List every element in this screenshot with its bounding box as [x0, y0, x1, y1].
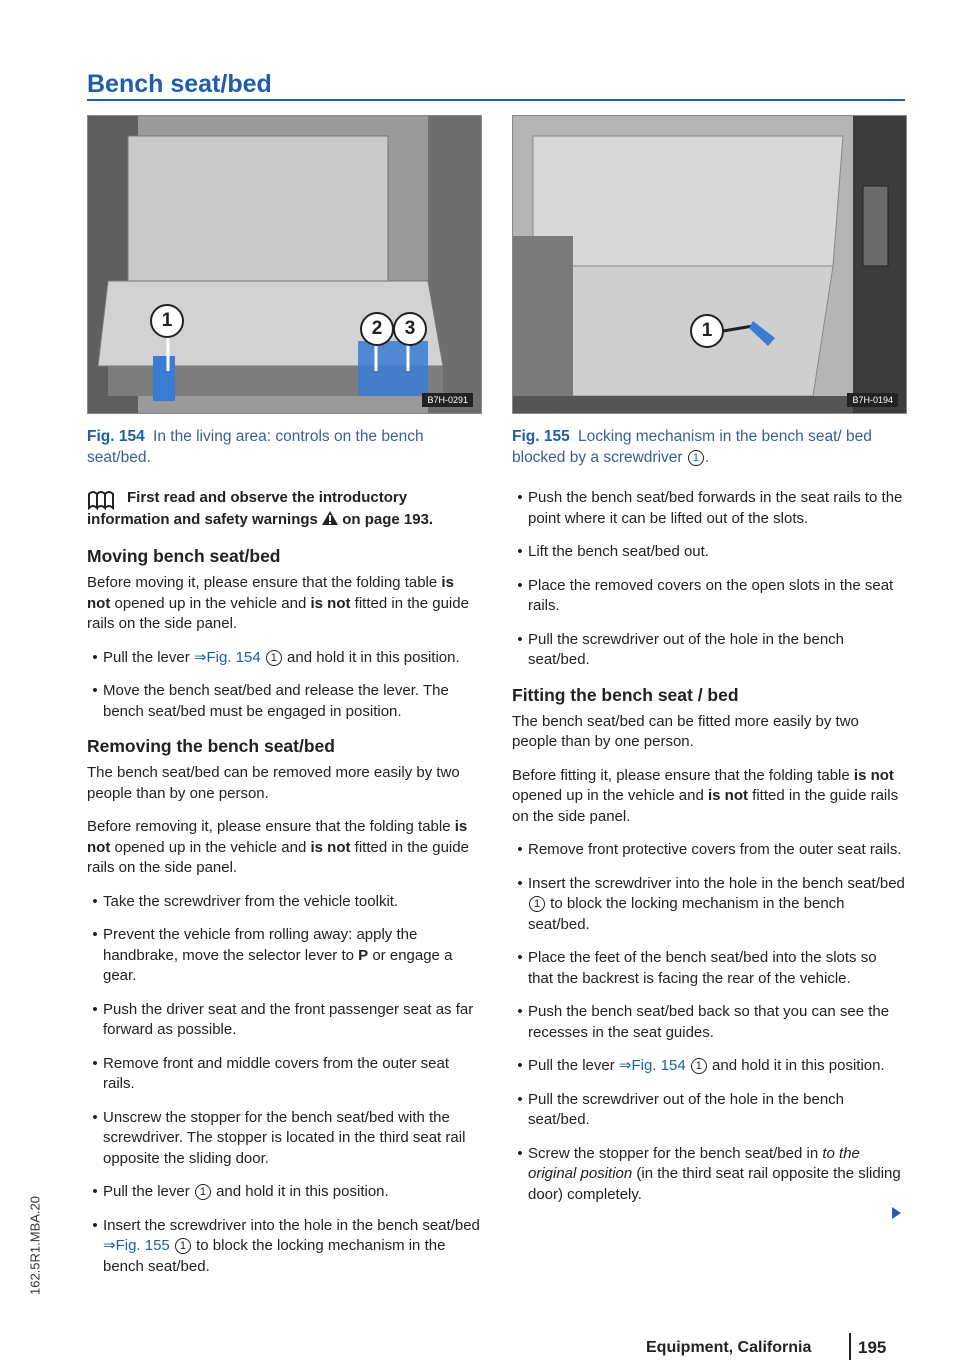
list-item: • Pull the screwdriver out of the hole in the bench seat/bed. [517, 630, 845, 668]
page-number: 195 [858, 1338, 887, 1357]
callout-2: 2 [360, 312, 394, 346]
fig-155-link[interactable]: ⇒Fig. 155 [103, 1237, 170, 1254]
list-item: • Take the screwdriver from the vehicle toolkit. [92, 892, 399, 910]
callout-1: 1 [690, 314, 724, 348]
callout-1: 1 [150, 304, 184, 338]
list-item: • Remove front and middle covers from the outer seat rails. [92, 1054, 449, 1092]
callout-ref: 1 [691, 1058, 707, 1074]
footer-section: Equipment, California [646, 1339, 812, 1356]
callout-ref: 1 [688, 450, 704, 466]
list-item: • Insert the screwdriver into the hole in the bench seat/bed 1 to block the locking mechanism in the bench seat/bed. [517, 874, 905, 933]
book-icon [87, 488, 121, 510]
figure-155-caption: Fig. 155 Locking mechanism in the bench seat/ bed blocked by a screwdriver 1 . [512, 428, 872, 466]
continue-arrow-icon [892, 1207, 901, 1219]
removing-p1: The bench seat/bed can be removed more easily by two people than by one person. [87, 764, 460, 802]
fitting-p2: Before fitting it, please ensure that the folding table is not opened up in the vehicle and is not fitted in the guide rails on the side panel. [512, 766, 899, 825]
left-column [87, 115, 480, 1290]
list-item: • Pull the screwdriver out of the hole in the bench seat/bed. [517, 1090, 845, 1128]
fig-154-link[interactable]: ⇒Fig. 154 [193, 648, 261, 666]
locking-mechanism-illustration [513, 116, 906, 413]
list-item: • Pull the lever 1 and hold it in this position. [92, 1183, 389, 1200]
list-item: • Insert the screwdriver into the hole in the bench seat/bed ⇒Fig. 155 1 to block the locking mechanism in the bench seat/bed. [92, 1216, 480, 1275]
list-item: • Push the bench seat/bed back so that you can see the recesses in the seat guides. [517, 1003, 890, 1041]
removing-p2: Before removing it, please ensure that the folding table is not opened up in the vehicle and is not fitted in the guide rails on the side panel. [87, 818, 469, 876]
removing-heading: Removing the bench seat/bed [87, 736, 335, 756]
figure-code: B7H-0291 [422, 393, 473, 407]
list-item: • Pull the lever ⇒Fig. 154 1 and hold it in this position. [517, 1057, 885, 1074]
right-column [512, 115, 905, 1218]
document-code: 162.5R1.MBA.20 [27, 1196, 43, 1296]
callout-ref: 1 [195, 1184, 211, 1200]
list-item: • Screw the stopper for the bench seat/bed in to the original position (in the third seat rail opposite the sliding door) completely. [517, 1144, 901, 1203]
list-item: • Remove front protective covers from the outer seat rails. [517, 841, 902, 858]
figure-155-image [512, 115, 907, 414]
figure-code: B7H-0194 [847, 393, 898, 407]
fitting-heading: Fitting the bench seat / bed [512, 684, 739, 705]
list-item: • Place the feet of the bench seat/bed into the slots so that the backrest is facing the rear of the vehicle. [517, 949, 877, 987]
warning-triangle-icon [322, 511, 338, 525]
list-item: • Push the driver seat and the front passenger seat as far forward as possible. [92, 1000, 474, 1038]
title-rule [87, 99, 905, 101]
list-item: • Unscrew the stopper for the bench seat/bed with the screwdriver. The stopper is located in the third seat rail opposite the sliding door. [92, 1108, 466, 1167]
footer-divider [849, 1333, 851, 1360]
moving-heading: Moving bench seat/bed [87, 546, 281, 566]
list-item: • Place the removed covers on the open slots in the seat rails. [517, 576, 894, 614]
safety-notice: First read and observe the introductory information and safety warnings on page 193. [87, 489, 434, 528]
moving-intro: Before moving it, please ensure that the folding table is not opened up in the vehicle and is not fitted in the guide rails on the side panel. [87, 574, 469, 632]
lever-highlight [153, 356, 175, 401]
list-item: • Prevent the vehicle from rolling away: apply the handbrake, move the selector lever to P or engage a gear. [92, 926, 453, 984]
release-highlight [358, 341, 428, 396]
fig-154-link[interactable]: ⇒Fig. 154 [618, 1057, 686, 1074]
figure-154-image [87, 115, 482, 414]
bench-seat-illustration [88, 116, 481, 413]
list-item: • Pull the lever ⇒Fig. 154 1 and hold it in this position. [92, 648, 460, 666]
callout-3: 3 [393, 312, 427, 346]
list-item: • Push the bench seat/bed forwards in the seat rails to the point where it can be lifted out of the slots. [517, 489, 903, 527]
callout-ref: 1 [529, 896, 545, 912]
figure-154-caption: Fig. 154 In the living area: controls on the bench seat/bed. [87, 428, 424, 466]
list-item: • Move the bench seat/bed and release the lever. The bench seat/bed must be engaged in position. [92, 682, 449, 720]
page-title: Bench seat/bed [87, 70, 272, 98]
callout-ref: 1 [266, 650, 282, 666]
fitting-p1: The bench seat/bed can be fitted more easily by two people than by one person. [512, 712, 859, 750]
callout-ref: 1 [175, 1238, 191, 1254]
list-item: • Lift the bench seat/bed out. [517, 543, 709, 560]
